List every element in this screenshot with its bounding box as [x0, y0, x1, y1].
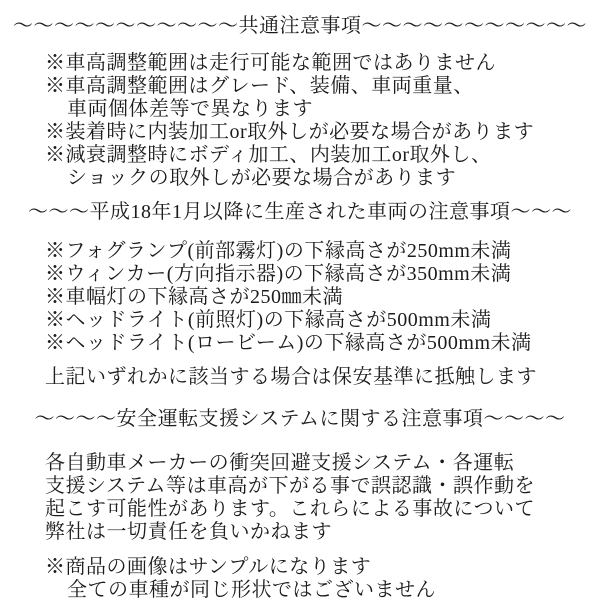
body-line: 各自動車メーカーの衝突回避支援システム・各運転 [45, 452, 515, 474]
common-section-heading: ～～～～～～～～～～～共通注意事項～～～～～～～～～～～ [13, 15, 587, 37]
body-line: 弊社は一切責任を負いかねます [45, 521, 332, 543]
note-line: ※車高調整範囲は走行可能な範囲ではありません [45, 52, 496, 74]
note-line: ※フォグランプ(前部霧灯)の下縁高さが250mm未満 [45, 240, 512, 262]
note-line: ※車高調整範囲はグレード、装備、車両重量、 [45, 75, 474, 97]
note-line: ※ウィンカー(方向指示器)の下縁高さが350mm未満 [45, 263, 512, 285]
h18-vehicles-section-heading: ～～～平成18年1月以降に生産された車両の注意事項～～～ [28, 201, 572, 223]
body-line: 支援システム等は車高が下がる事で誤認識・誤作動を [45, 475, 535, 497]
note-line: ※ヘッドライト(前照灯)の下縁高さが500mm未満 [45, 309, 492, 331]
sample-image-paragraph [45, 556, 600, 602]
body-line: 起こす可能性があります。これらによる事故について [45, 498, 535, 520]
h18-vehicles-notes-paragraph [45, 240, 600, 355]
note-line: ※装着時に内装加工or取外しが必要な場合があります [45, 121, 535, 143]
conclusion-line: 上記いずれかに該当する場合は保安基準に抵触します [45, 366, 537, 388]
safety-system-paragraph [45, 452, 600, 544]
h18-vehicles-conclusion-paragraph [45, 366, 600, 389]
safety-system-section-heading: ～～～～安全運転支援システムに関する注意事項～～～～ [34, 408, 566, 430]
note-line-continuation: ショックの取外しが必要な場合があります [67, 167, 457, 189]
note-line-continuation: 車両個体差等で異なります [67, 98, 313, 120]
note-line: ※商品の画像はサンプルになります [45, 556, 372, 578]
note-line: ※車幅灯の下縁高さが250㎜未満 [45, 286, 343, 308]
note-line: ※減衰調整時にボディ加工、内装加工or取外し、 [45, 144, 492, 166]
note-line-continuation: 全ての車種が同じ形状ではございません [67, 579, 436, 601]
common-notes-paragraph [45, 52, 600, 190]
note-line: ※ヘッドライト(ロービーム)の下縁高さが500mm未満 [45, 332, 532, 354]
